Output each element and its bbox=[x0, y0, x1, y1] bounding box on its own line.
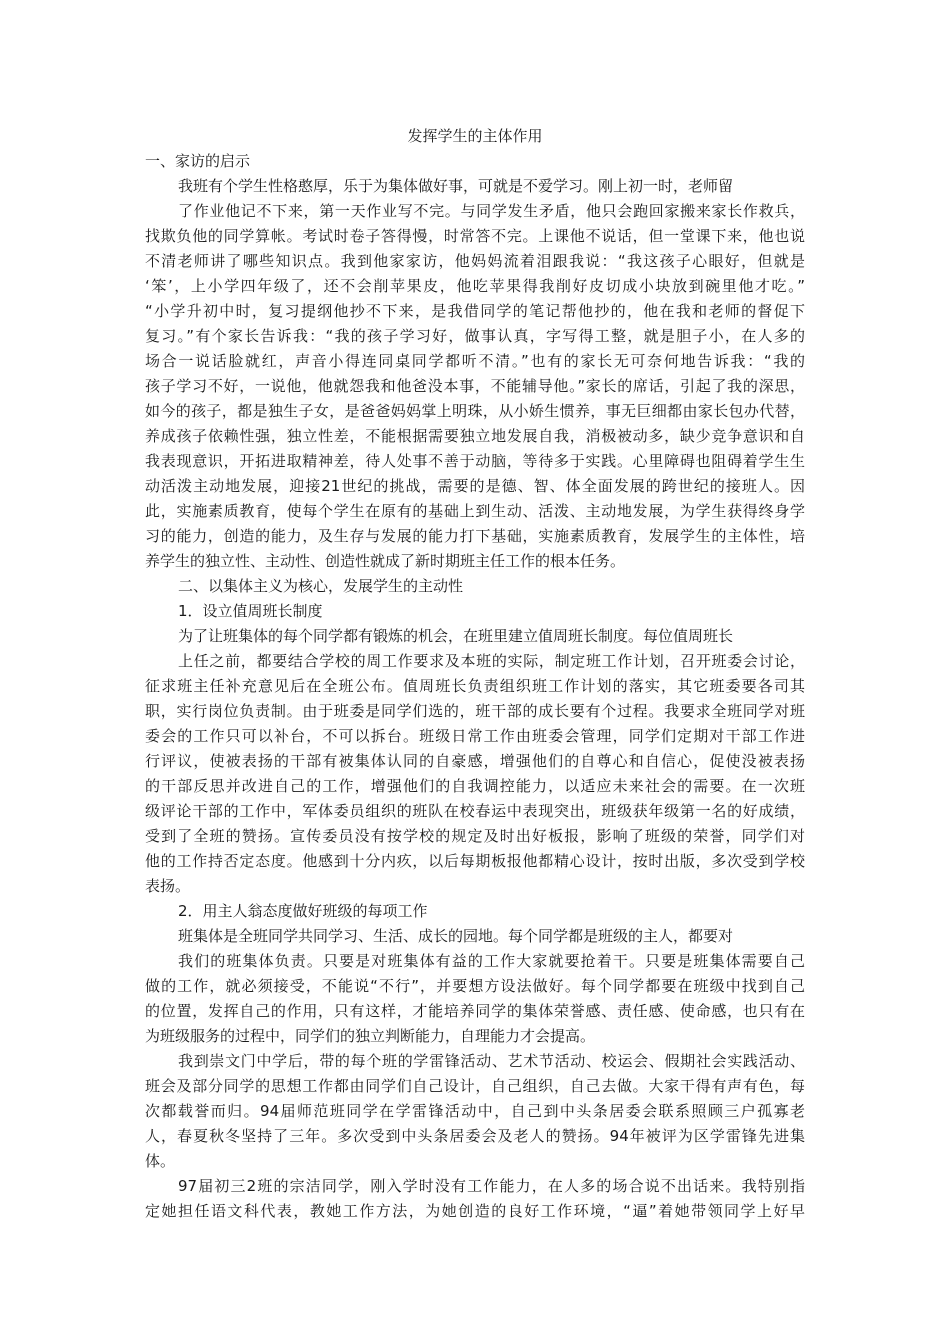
paragraph-line: 委会的工作只可以补台，不可以拆台。班级日常工作由班委会管理，同学们定期对干部工作进 bbox=[145, 727, 805, 745]
paragraph-line: 我到崇文门中学后，带的每个班的学雷锋活动、艺术节活动、校运会、假期社会实践活动、 bbox=[178, 1052, 805, 1070]
paragraph-line: 行评议，使被表扬的干部有被集体认同的自豪感，增强他们的自尊心和自信心，促使没被表扬 bbox=[145, 752, 805, 770]
paragraph-line: 如今的孩子，都是独生子女，是爸爸妈妈掌上明珠，从小娇生惯养，事无巨细都由家长包办代替， bbox=[145, 402, 805, 420]
paragraph-line: 上任之前，都要结合学校的周工作要求及本班的实际，制定班工作计划，召开班委会讨论， bbox=[178, 652, 805, 670]
paragraph-line: 习的能力，创造的能力，及生存与发展的能力打下基础，实施素质教育，发展学生的主体性，培 bbox=[145, 527, 805, 545]
section-heading-1: 一、家访的启示 bbox=[145, 152, 251, 170]
paragraph-line: 动活泼主动地发展，迎接21世纪的挑战，需要的是德、智、体全面发展的跨世纪的接班人。因 bbox=[145, 477, 805, 495]
paragraph-line: 做的工作，就必须接受，不能说“不行”，并要想方设法做好。每个同学都要在班级中找到自己 bbox=[145, 977, 805, 995]
paragraph-line: 我表现意识，开拓进取精神差，待人处事不善于动脑，等待多于实践。心里障碍也阻碍着学生生 bbox=[145, 452, 805, 470]
paragraph-line: 受到了全班的赞扬。宣传委员没有按学校的规定及时出好板报，影响了班级的荣誉，同学们对 bbox=[145, 827, 805, 845]
paragraph-line: “小学升初中时，复习提纲他抄不下来，是我借同学的笔记帮他抄的，他在我和老师的督促下 bbox=[145, 302, 805, 320]
section-heading-2: 二、以集体主义为核心，发展学生的主动性 bbox=[178, 577, 464, 595]
paragraph-line: 养成孩子依赖性强，独立性差，不能根据需要独立地发展自我，消极被动多，缺少竞争意识和自 bbox=[145, 427, 805, 445]
paragraph-line: 我班有个学生性格憨厚，乐于为集体做好事，可就是不爱学习。刚上初一时，老师留 bbox=[178, 177, 734, 195]
paragraph-line: 次都载誉而归。94届师范班同学在学雷锋活动中，自己到中头条居委会联系照顾三户孤寡老 bbox=[145, 1102, 805, 1120]
paragraph-line: 级评论干部的工作中，军体委员组织的班队在校春运中表现突出，班级获年级第一名的好成绩， bbox=[145, 802, 805, 820]
paragraph-line: 复习。”有个家长告诉我：“我的孩子学习好，做事认真，字写得工整，就是胆子小，在人多的 bbox=[145, 327, 805, 345]
paragraph-line: 的位置，发挥自己的作用，只有这样，才能培养同学的集体荣誉感、责任感、使命感，也只有在 bbox=[145, 1002, 805, 1020]
paragraph-line: ‘笨’，上小学四年级了，还不会削苹果皮，他吃苹果得我削好皮切成小块放到碗里他才吃。” bbox=[145, 277, 805, 295]
paragraph-line: 我们的班集体负责。只要是对班集体有益的工作大家就要抢着干。只要是班集体需要自己 bbox=[178, 952, 805, 970]
subsection-heading-2: 2．用主人翁态度做好班级的每项工作 bbox=[178, 902, 428, 920]
document-title: 发挥学生的主体作用 bbox=[407, 127, 543, 145]
paragraph-line: 表扬。 bbox=[145, 877, 191, 895]
paragraph-line: 班集体是全班同学共同学习、生活、成长的园地。每个同学都是班级的主人，都要对 bbox=[178, 927, 734, 945]
paragraph-line: 职，实行岗位负责制。由于班委是同学们选的，班干部的成长要有个过程。我要求全班同学对班 bbox=[145, 702, 805, 720]
paragraph-line: 他的工作持否定态度。他感到十分内疚，以后每期板报他都精心设计，按时出版，多次受到学校 bbox=[145, 852, 805, 870]
paragraph-line: 体。 bbox=[145, 1152, 176, 1170]
paragraph-line: 场合一说话脸就红，声音小得连同桌同学都听不清。”也有的家长无可奈何地告诉我：“我的 bbox=[145, 352, 805, 370]
paragraph-line: 孩子学习不好，一说他，他就怨我和他爸没本事，不能辅导他。”家长的席话，引起了我的深思， bbox=[145, 377, 805, 395]
paragraph-line: 了作业他记不下来，第一天作业写不完。与同学发生矛盾，他只会跑回家搬来家长作救兵， bbox=[178, 202, 805, 220]
subsection-heading-1: 1．设立值周班长制度 bbox=[178, 602, 323, 620]
paragraph-line: 班会及部分同学的思想工作都由同学们自己设计，自己组织，自己去做。大家干得有声有色，每 bbox=[145, 1077, 805, 1095]
paragraph-line: 为了让班集体的每个同学都有锻炼的机会，在班里建立值周班长制度。每位值周班长 bbox=[178, 627, 734, 645]
paragraph-line: 找欺负他的同学算帐。考试时卷子答得慢，时常答不完。上课他不说话，但一堂课下来，他也说 bbox=[145, 227, 805, 245]
paragraph-line: 的干部反思并改进自己的工作，增强他们的自我调控能力，以适应未来社会的需要。在一次班 bbox=[145, 777, 805, 795]
paragraph-line: 征求班主任补充意见后在全班公布。值周班长负责组织班工作计划的落实，其它班委要各司其 bbox=[145, 677, 805, 695]
paragraph-line: 97届初三2班的宗洁同学，刚入学时没有工作能力，在人多的场合说不出话来。我特别指 bbox=[178, 1177, 805, 1195]
paragraph-line: 人，春夏秋冬坚持了三年。多次受到中头条居委会及老人的赞扬。94年被评为区学雷锋先进集 bbox=[145, 1127, 805, 1145]
paragraph-line: 养学生的独立性、主动性、创造性就成了新时期班主任工作的根本任务。 bbox=[145, 552, 626, 570]
paragraph-line: 此，实施素质教育，使每个学生在原有的基础上到生动、活泼、主动地发展，为学生获得终身学 bbox=[145, 502, 805, 520]
paragraph-line: 定她担任语文科代表，教她工作方法，为她创造的良好工作环境，“逼”着她带领同学上好早 bbox=[145, 1202, 805, 1220]
paragraph-line: 为班级服务的过程中，同学们的独立判断能力，自理能力才会提高。 bbox=[145, 1027, 596, 1045]
paragraph-line: 不清老师讲了哪些知识点。我到他家家访，他妈妈流着泪跟我说：“我这孩子心眼好，但就是 bbox=[145, 252, 805, 270]
